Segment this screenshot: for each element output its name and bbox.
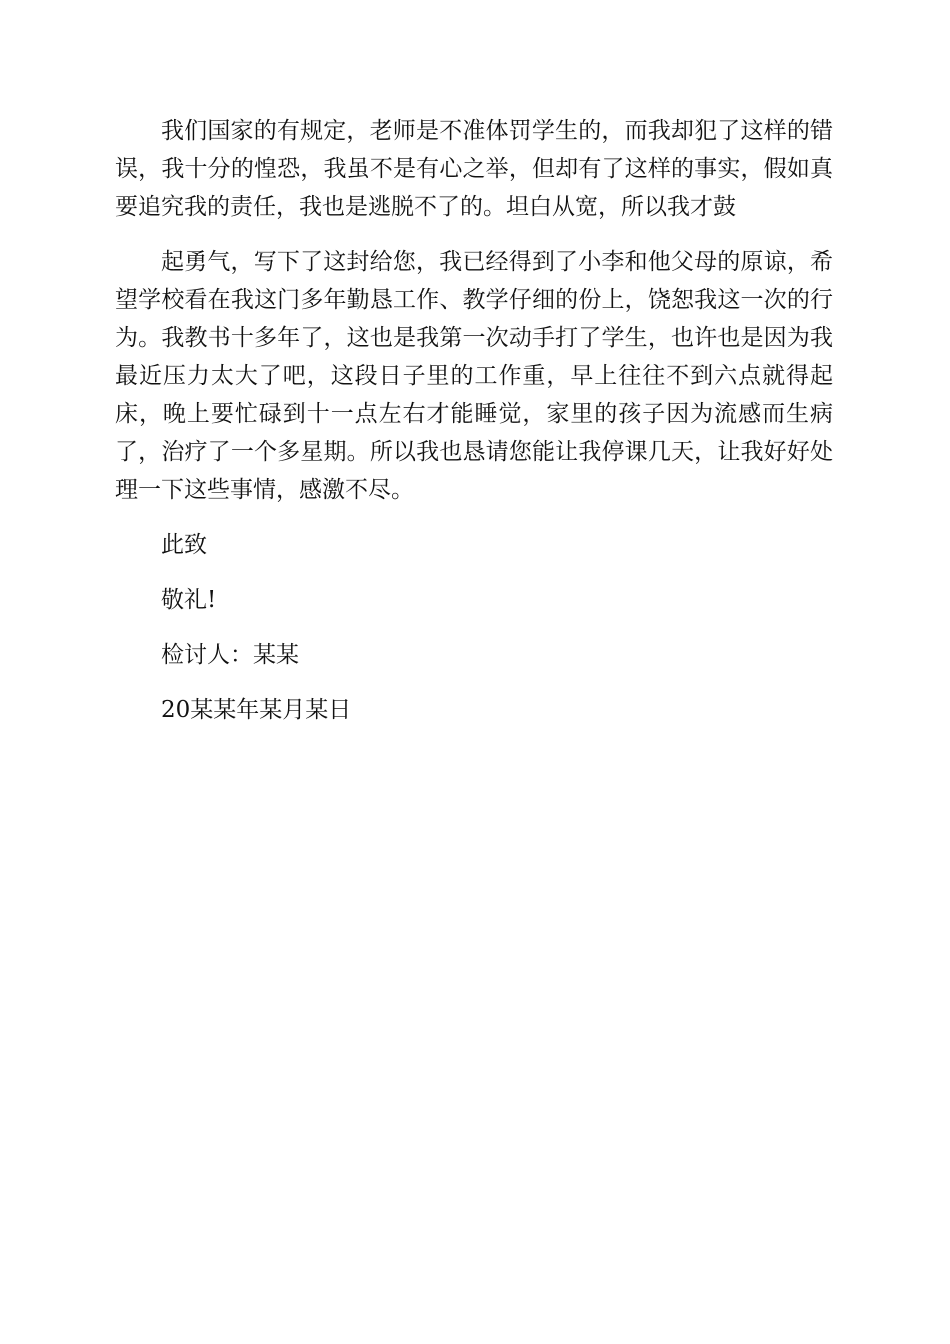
- document-body: [115, 112, 833, 746]
- body-paragraph-1: 我们国家的有规定，老师是不准体罚学生的，而我却犯了这样的错误，我十分的惶恐，我虽不是有心之举，但却有了这样的事实，假如真要追究我的责任，我也是逃脱不了的。坦白从宽，所以我才鼓: [115, 118, 833, 220]
- salutation-line: 敬礼!: [161, 587, 217, 613]
- signer-line: 检讨人：某某: [161, 642, 299, 668]
- closing-line: 此致: [161, 532, 207, 558]
- date-line: 20某某年某月某日: [161, 697, 352, 723]
- body-paragraph-2: 起勇气，写下了这封给您，我已经得到了小李和他父母的原谅，希望学校看在我这门多年勤恳工作、教学仔细的份上，饶恕我这一次的行为。我教书十多年了，这也是我第一次动手打了学生，也许也是因为我最近压力太大了吧，这段日子里的工作重，早上往往不到六点就得起床，晚上要忙碌到十一点左右才能睡觉，家里的孩子因为流感而生病了，治疗了一个多星期。所以我也恳请您能让我停课几天，让我好好处理一下这些事情，感激不尽。: [115, 249, 833, 503]
